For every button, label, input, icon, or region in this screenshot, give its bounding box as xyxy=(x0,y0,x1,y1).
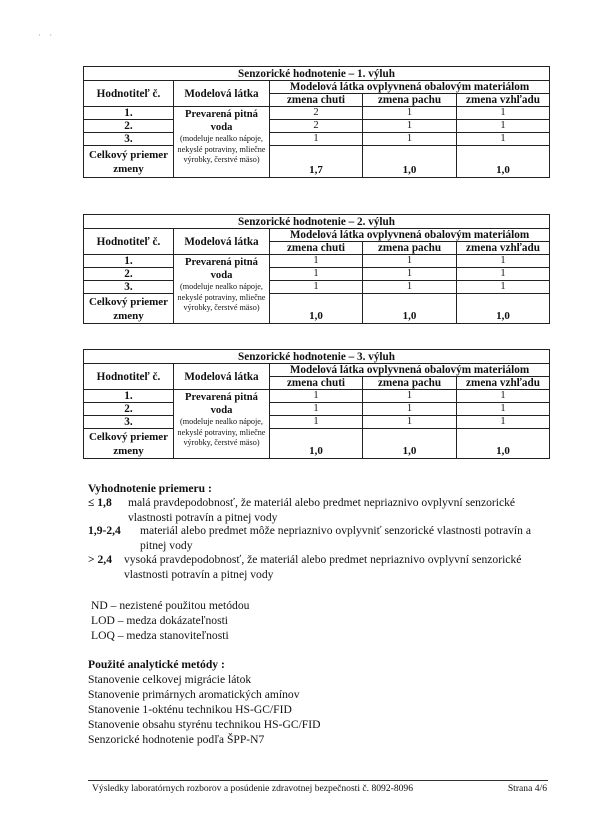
smell-value: 1 xyxy=(363,268,457,281)
sensory-table-3 xyxy=(83,349,550,459)
taste-value: 1 xyxy=(270,268,363,281)
model-main: Prevarená pitná voda xyxy=(185,392,258,416)
scan-specks: · · xyxy=(38,30,56,40)
evaluation-text: vysoká pravdepodobnosť, že materiál alebo predmet nepriaznivo ovplyvní senzorické vlastnosti potravín a pitnej vody xyxy=(124,553,522,581)
header-rater: Hodnotiteľ č. xyxy=(84,81,174,107)
look-value: 1 xyxy=(457,120,550,133)
smell-value: 1 xyxy=(363,255,457,268)
header-model: Modelová látka xyxy=(174,81,270,107)
header-taste: zmena chuti xyxy=(270,377,363,390)
avg-taste: 1,7 xyxy=(270,146,363,178)
evaluation-heading: Vyhodnotenie priemeru : xyxy=(88,482,212,495)
taste-value: 1 xyxy=(270,281,363,294)
smell-value: 1 xyxy=(363,416,457,429)
avg-smell: 1,0 xyxy=(363,429,457,459)
sensory-table-1 xyxy=(83,66,550,178)
table-title: Senzorické hodnotenie – 3. výluh xyxy=(84,350,550,364)
avg-look: 1,0 xyxy=(457,294,550,324)
taste-value: 1 xyxy=(270,133,363,146)
look-value: 1 xyxy=(457,255,550,268)
method-item: Stanovenie celkovej migrácie látok xyxy=(88,673,252,686)
abbreviation-lod: LOD – medza dokázateľnosti xyxy=(91,614,229,627)
smell-value: 1 xyxy=(363,107,457,120)
look-value: 1 xyxy=(457,107,550,120)
total-label: Celkový priemer zmeny xyxy=(84,146,174,178)
abbreviation-nd: ND – nezistené použitou metódou xyxy=(91,599,250,612)
avg-look: 1,0 xyxy=(457,429,550,459)
header-rater: Hodnotiteľ č. xyxy=(84,364,174,390)
rater-cell: 1. xyxy=(84,255,174,268)
look-value: 1 xyxy=(457,390,550,403)
header-model: Modelová látka xyxy=(174,364,270,390)
method-item: Stanovenie obsahu styrénu technikou HS-GC/FID xyxy=(88,718,321,731)
header-look: zmena vzhľadu xyxy=(457,377,550,390)
look-value: 1 xyxy=(457,416,550,429)
header-rater: Hodnotiteľ č. xyxy=(84,229,174,255)
header-taste: zmena chuti xyxy=(270,242,363,255)
header-smell: zmena pachu xyxy=(363,94,457,107)
smell-value: 1 xyxy=(363,133,457,146)
rater-cell: 2. xyxy=(84,120,174,133)
taste-value: 1 xyxy=(270,416,363,429)
rater-cell: 1. xyxy=(84,107,174,120)
total-label: Celkový priemer zmeny xyxy=(84,429,174,459)
method-item: Stanovenie 1-okténu technikou HS-GC/FID xyxy=(88,703,292,716)
header-look: zmena vzhľadu xyxy=(457,94,550,107)
model-sub: (modeluje nealko nápoje, nekyslé potraviny, mliečne výrobky, čerstvé mäso) xyxy=(177,134,266,164)
model-sub: (modeluje nealko nápoje, nekyslé potraviny, mliečne výrobky, čerstvé mäso) xyxy=(177,417,266,447)
model-main: Prevarená pitná voda xyxy=(185,257,258,281)
evaluation-text: malá pravdepodobnosť, že materiál alebo predmet nepriaznivo ovplyvní senzorické vlastnosti potravín a pitnej vody xyxy=(128,496,516,524)
header-model: Modelová látka xyxy=(174,229,270,255)
look-value: 1 xyxy=(457,268,550,281)
taste-value: 2 xyxy=(270,120,363,133)
rater-cell: 3. xyxy=(84,281,174,294)
model-sub: (modeluje nealko nápoje, nekyslé potraviny, mliečne výrobky, čerstvé mäso) xyxy=(177,282,266,312)
taste-value: 1 xyxy=(270,255,363,268)
smell-value: 1 xyxy=(363,120,457,133)
footer-page-number: Strana 4/6 xyxy=(507,783,547,794)
evaluation-key: > 2,4 xyxy=(88,553,112,566)
model-substance-cell xyxy=(174,390,270,459)
smell-value: 1 xyxy=(363,390,457,403)
model-main: Prevarená pitná voda xyxy=(185,109,258,133)
table-title: Senzorické hodnotenie – 2. výluh xyxy=(84,215,550,229)
rater-cell: 2. xyxy=(84,403,174,416)
footer-report-title: Výsledky laboratórnych rozborov a posúdenie zdravotnej bezpečnosti č. 8092-8096 xyxy=(92,783,414,794)
look-value: 1 xyxy=(457,403,550,416)
look-value: 1 xyxy=(457,133,550,146)
rater-cell: 3. xyxy=(84,133,174,146)
method-item: Stanovenie primárnych aromatických amínov xyxy=(88,688,300,701)
evaluation-key: ≤ 1,8 xyxy=(88,496,112,509)
evaluation-item xyxy=(88,552,558,584)
model-substance-cell xyxy=(174,255,270,324)
header-look: zmena vzhľadu xyxy=(457,242,550,255)
look-value: 1 xyxy=(457,281,550,294)
table-title: Senzorické hodnotenie – 1. výluh xyxy=(84,67,550,81)
rater-cell: 1. xyxy=(84,390,174,403)
evaluation-key: 1,9-2,4 xyxy=(88,524,121,537)
total-label: Celkový priemer zmeny xyxy=(84,294,174,324)
header-smell: zmena pachu xyxy=(363,242,457,255)
rater-cell: 3. xyxy=(84,416,174,429)
avg-taste: 1,0 xyxy=(270,429,363,459)
header-smell: zmena pachu xyxy=(363,377,457,390)
smell-value: 1 xyxy=(363,281,457,294)
header-taste: zmena chuti xyxy=(270,94,363,107)
methods-heading: Použité analytické metódy : xyxy=(88,658,225,671)
taste-value: 1 xyxy=(270,390,363,403)
header-group: Modelová látka ovplyvnená obalovým materiálom xyxy=(270,81,550,94)
header-group: Modelová látka ovplyvnená obalovým materiálom xyxy=(270,229,550,242)
smell-value: 1 xyxy=(363,403,457,416)
avg-look: 1,0 xyxy=(457,146,550,178)
avg-smell: 1,0 xyxy=(363,294,457,324)
method-item: Senzorické hodnotenie podľa ŠPP-N7 xyxy=(88,733,265,746)
taste-value: 2 xyxy=(270,107,363,120)
taste-value: 1 xyxy=(270,403,363,416)
evaluation-item xyxy=(88,523,558,555)
footer-divider xyxy=(88,780,548,781)
avg-smell: 1,0 xyxy=(363,146,457,178)
rater-cell: 2. xyxy=(84,268,174,281)
abbreviation-loq: LOQ – medza stanoviteľnosti xyxy=(91,629,229,642)
header-group: Modelová látka ovplyvnená obalovým materiálom xyxy=(270,364,550,377)
avg-taste: 1,0 xyxy=(270,294,363,324)
evaluation-text: materiál alebo predmet môže nepriaznivo ovplyvniť senzorické vlastnosti potravín a pitnej vody xyxy=(140,524,531,552)
model-substance-cell xyxy=(174,107,270,178)
sensory-table-2 xyxy=(83,214,550,324)
